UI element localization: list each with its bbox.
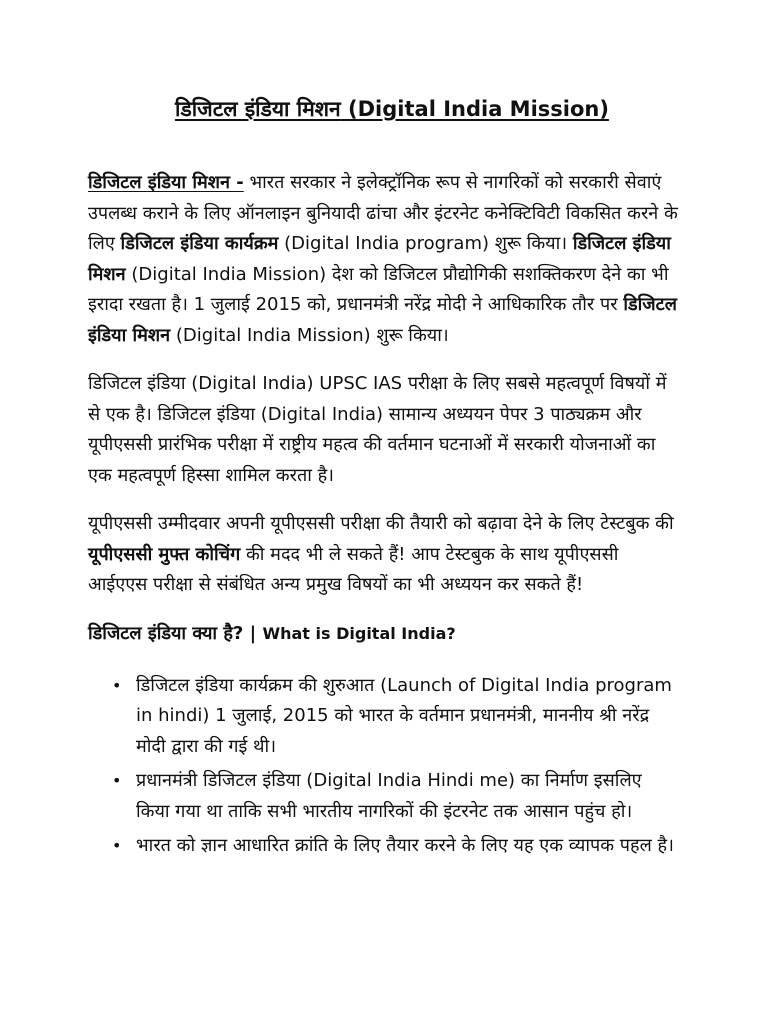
coaching-bold-link: यूपीएससी मुफ्त कोचिंग — [88, 543, 241, 565]
list-item — [112, 671, 678, 763]
intro-text-4: (Digital India Mission) शुरू किया। — [170, 324, 449, 346]
list-item-text: प्रधानमंत्री डिजिटल इंडिया (Digital India Hindi me) का निर्माण इसलिए किया गया था ताकि सभी भारतीय नागरिकों की इंटरनेट तक आसान पहुंच हो। — [136, 770, 642, 822]
upsc-importance-paragraph: डिजिटल इंडिया (Digital India) UPSC IAS परीक्षा के लिए सबसे महत्वपूर्ण विषयों में से एक है। डिजिटल इंडिया (Digital India) सामान्य अध्ययन पेपर 3 पाठ्यक्रम और यूपीएससी प्रारंभिक परीक्षा में राष्ट्रीय महत्व की वर्तमान घटनाओं में सरकारी योजनाओं का एक महत्वपूर्ण हिस्सा शामिल करता है। — [88, 373, 667, 486]
title-hindi: डिजिटल इंडिया मिशन — [175, 97, 341, 121]
bullet-icon: • — [112, 675, 122, 695]
intro-bold-mission-2: डिजिटल इंडिया मिशन — [88, 294, 677, 346]
section-heading — [88, 619, 678, 649]
intro-paragraph — [88, 168, 678, 351]
intro-bold-mission-1: डिजिटल इंडिया मिशन — [88, 233, 671, 285]
page-title — [106, 92, 678, 126]
section-heading-english: What is Digital India? — [262, 623, 456, 643]
section-heading-hindi: डिजिटल इंडिया क्या है? | — [88, 622, 263, 644]
coaching-paragraph — [88, 509, 678, 601]
intro-bold-program: डिजिटल इंडिया कार्यक्रम — [120, 233, 279, 254]
title-english: (Digital India Mission) — [348, 97, 609, 121]
intro-text-1: भारत सरकार ने इलेक्ट्रॉनिक रूप से नागरिकों को सरकारी सेवाएं उपलब्ध कराने के लिए ऑनलाइन बुनियादी ढांचा और इंटरनेट कनेक्टिविटी विकसित करने के लिए — [88, 172, 678, 254]
coaching-text-1: यूपीएससी उम्मीदवार अपनी यूपीएससी परीक्षा की तैयारी को बढ़ावा देने के लिए टेस्टबुक की — [88, 513, 674, 534]
coaching-text-2: की मदद भी ले सकते हैं! आप टेस्टबुक के साथ यूपीएससी आईएएस परीक्षा से संबंधित अन्य प्रमुख विषयों का भी अध्ययन कर सकते हैं! — [88, 543, 619, 595]
list-item — [112, 766, 678, 827]
bullet-icon: • — [112, 771, 122, 790]
intro-text-3: (Digital India Mission) देश को डिजिटल प्रौद्योगिकी सशक्तिकरण देने का भी इरादा रखता है। 1 जुलाई 2015 को, प्रधानमंत्री नरेंद्र मोदी ने आधिकारिक तौर पर — [88, 263, 669, 315]
bullet-icon: • — [112, 836, 122, 855]
bullet-list — [88, 671, 678, 862]
intro-text-2: (Digital India program) शुरू किया। — [278, 233, 573, 254]
list-item — [112, 831, 678, 862]
document-page — [88, 92, 678, 866]
list-item-text: डिजिटल इंडिया कार्यक्रम की शुरुआत (Launch of Digital India program in hindi) 1 जुलाई, 2015 को भारत के वर्तमान प्रधानमंत्री, माननीय श्री नरेंद्र मोदी द्वारा की गई थी। — [136, 674, 672, 757]
intro-lead-term: डिजिटल इंडिया मिशन - — [88, 172, 244, 193]
list-item-text: भारत को ज्ञान आधारित क्रांति के लिए तैयार करने के लिए यह एक व्यापक पहल है। — [136, 835, 674, 856]
